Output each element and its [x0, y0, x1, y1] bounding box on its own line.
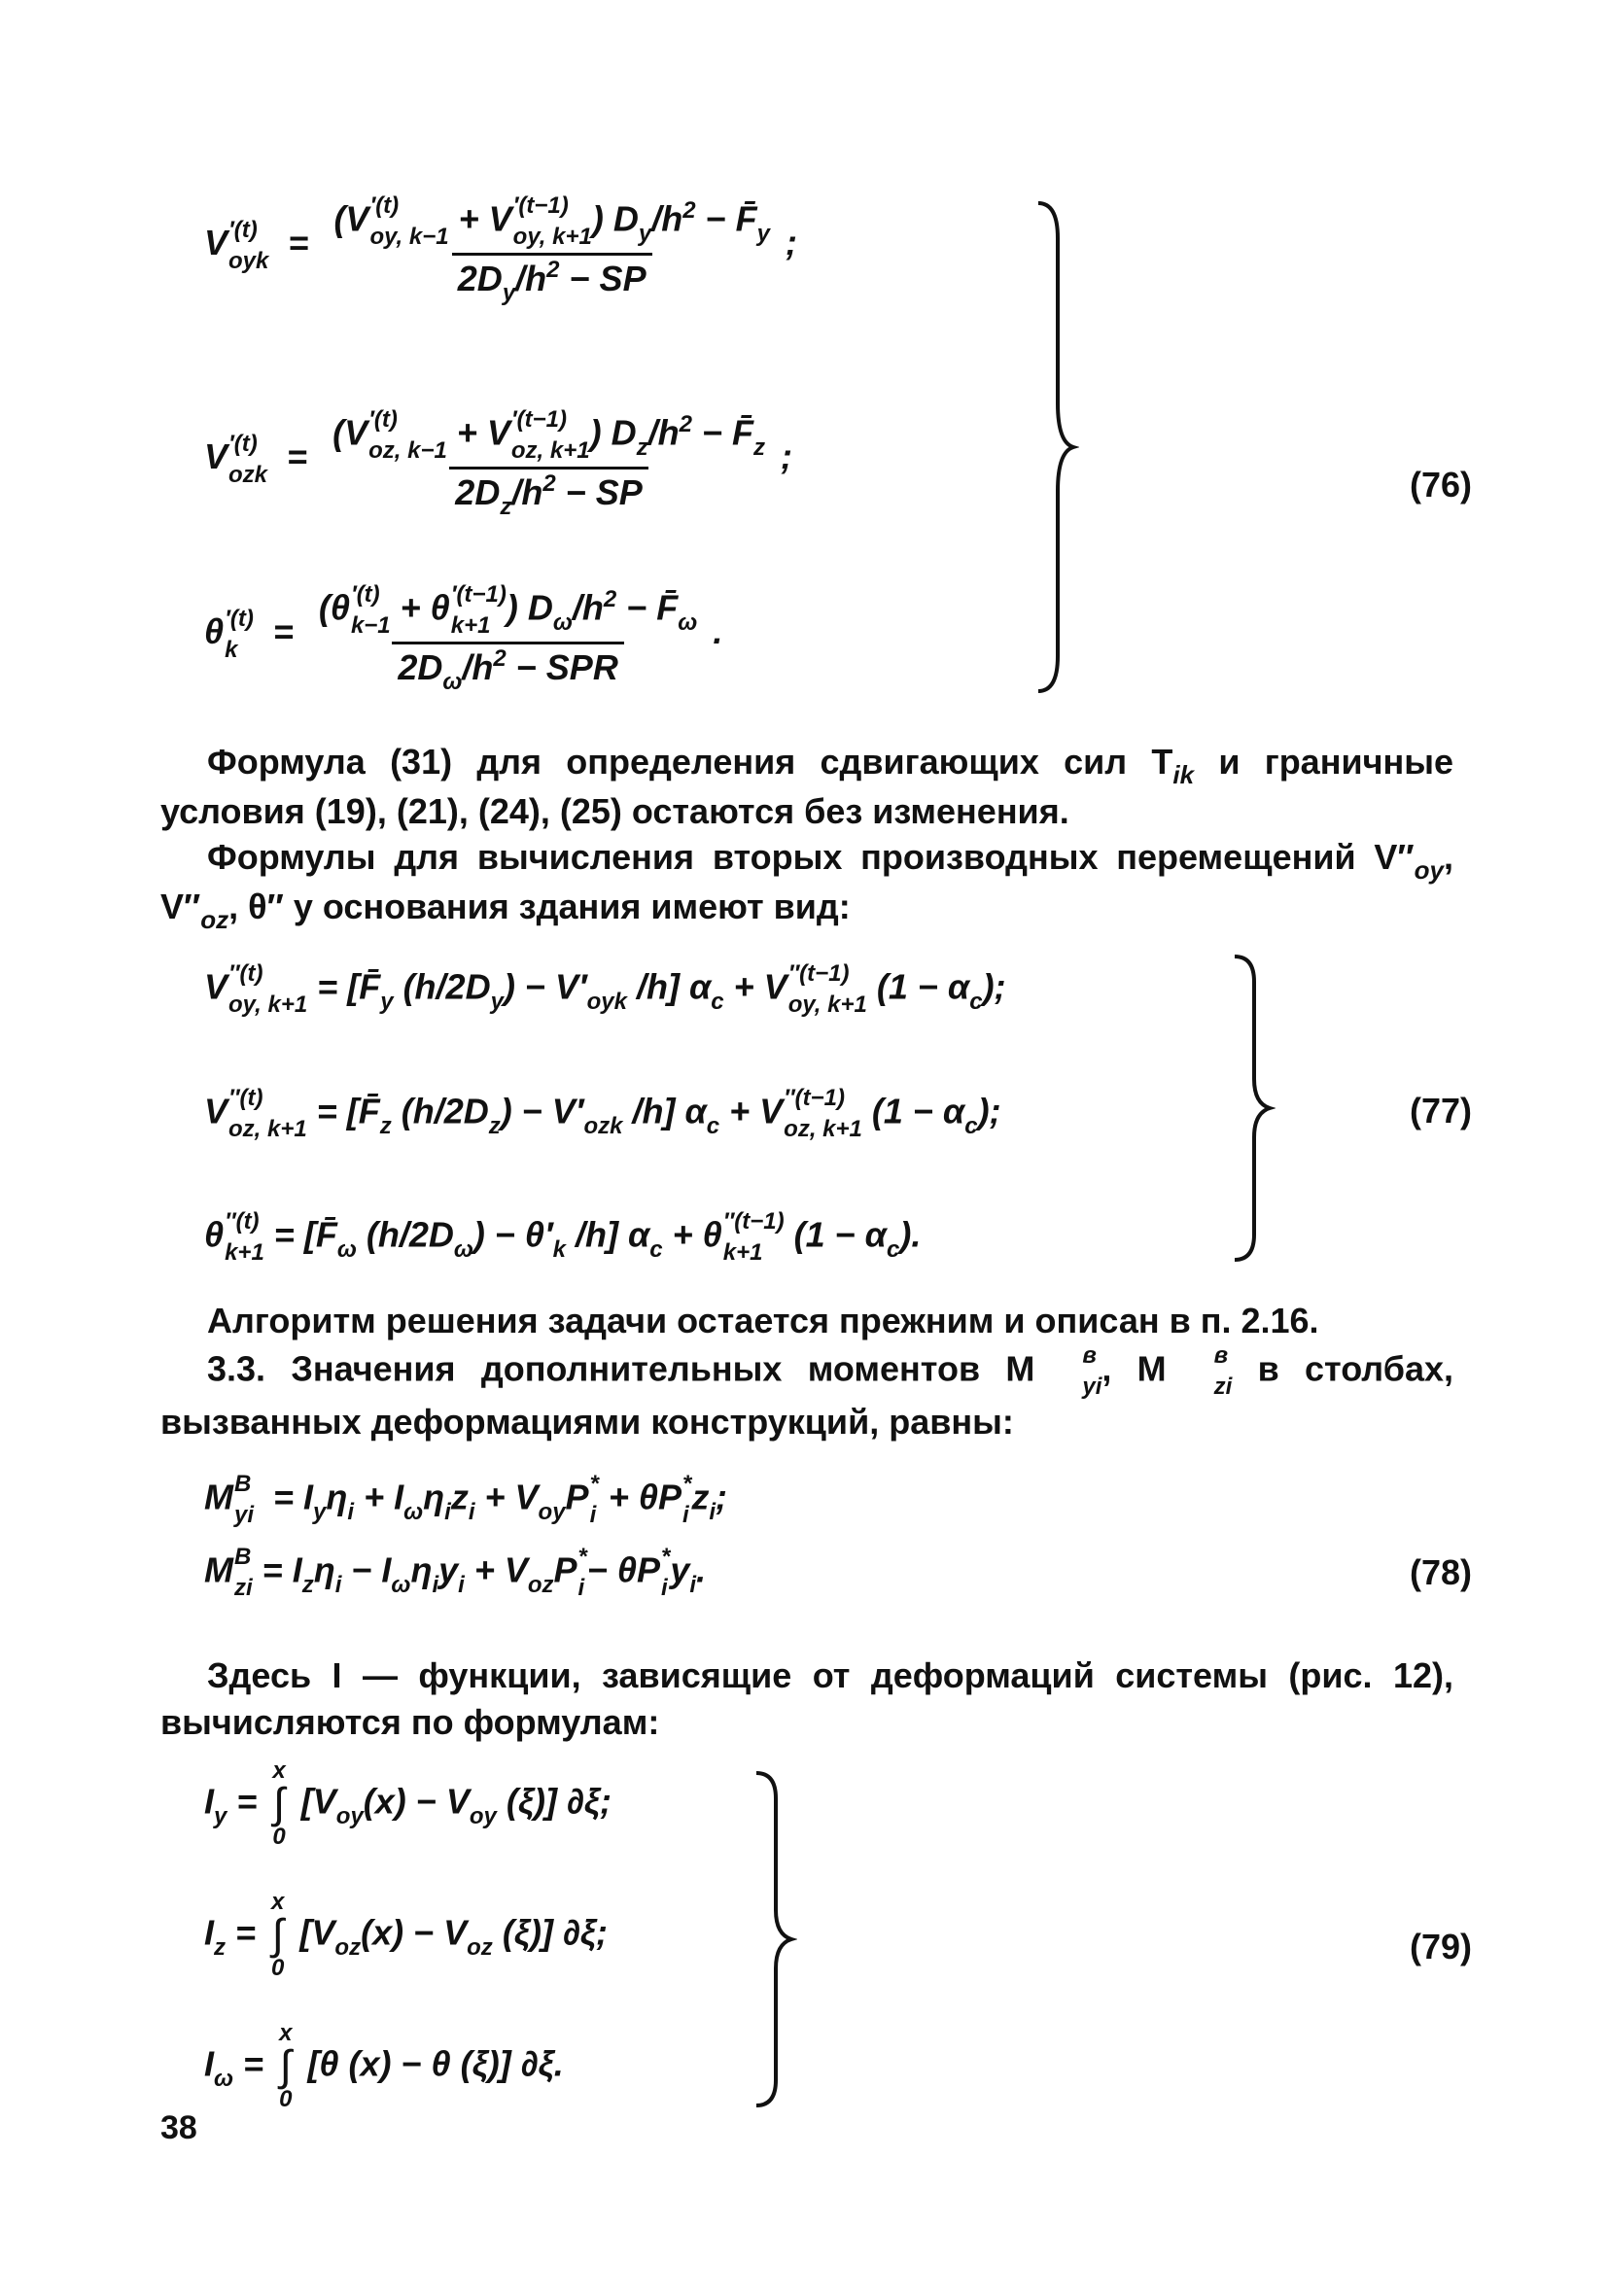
eq76-line1: V ′(t) oyk = (V ′(t) oy, k−1 + V ′(t−1) oy, k+1 ) $D_y/h^2$ − $F̄_y$ $2D_y/h^2$ − SP ; [204, 192, 797, 306]
eq79-line2: $I_z$ = x ∫ 0 [$V_{oz}(x) - V_{oz}$ (ξ)] ∂ξ; [204, 1889, 608, 1981]
eq77-brace [1227, 953, 1276, 1264]
page-number: 38 [160, 2109, 197, 2146]
paragraph-functions: Здесь I — функции, зависящие от деформаций системы (рис. 12), вычисляются по формулам: [160, 1655, 1453, 1742]
eq76-l1-lhs: V ′(t) oyk [204, 216, 269, 274]
eq77-line1: V ″(t) oy, k+1 = [$F̄_y$ $(h/2D_y) - V'_{oyk}$ /h] $\alpha_c + V$ ″(t−1) oy, k+1 $(1 - \alpha_c)$; [204, 960, 1006, 1018]
eq79-line1: $I_y$ = x ∫ 0 [$V_{oy}(x) - V_{oy}$ (ξ)] ∂ξ; [204, 1757, 612, 1850]
eq78-line1: M B yi = $I_y\eta_i + I_\omega\eta_iz_i + V_{oy}P$ * i + θP * i $z_i$; [204, 1471, 728, 1528]
eq79-number: (79) [1409, 1927, 1472, 1966]
eq79-line3: $I_\omega$ = x ∫ 0 [θ (x) − θ (ξ)] ∂ξ. [204, 2020, 564, 2112]
paragraph-3-3: 3.3. Значения дополнительных моментов M в yi , M в zi в столбах, вызванных деформациями конструкций, равны: [160, 1342, 1453, 1442]
eq79-brace [749, 1769, 797, 2109]
eq78-number: (78) [1409, 1552, 1472, 1592]
eq76-number: (76) [1409, 465, 1472, 504]
eq78-line2: M B zi = $I_z\eta_i - I_\omega\eta_iy_i + V_{oz}P$ * i − θP * i $y_i$. [204, 1544, 707, 1601]
eq77-line2: V ″(t) oz, k+1 = [$F̄_z$ $(h/2D_z) - V'_{ozk}$ /h] $\alpha_c + V$ ″(t−1) oz, k+1 $(1 - \alpha_c)$; [204, 1085, 1001, 1142]
eq76-l1-fraction: (V ′(t) oy, k−1 + V ′(t−1) oy, k+1 ) $D_y/h^2$ − $F̄_y$ $2D_y/h^2$ − SP [333, 192, 770, 306]
paragraph-algorithm: Алгоритм решения задачи остается прежним и описан в п. 2.16. [207, 1301, 1319, 1340]
paragraph-second-derivatives: Формулы для вычисления вторых производных перемещений $V''_{oy}$, $V''_{oz}$, θ″ у основания здания имеют вид: [160, 837, 1453, 934]
eq76-brace [1031, 199, 1079, 695]
eq76-line2: V ′(t) ozk = (V ′(t) oz, k−1 + V ′(t−1) oz, k+1 ) $D_z/h^2$ − $F̄_z$ $2D_z/h^2$ − SP ; [204, 406, 792, 520]
eq77-number: (77) [1409, 1091, 1472, 1131]
paragraph-formula-31: Формула (31) для определения сдвигающих сил $T_{ik}$ и граничные условия (19), (21), (24), (25) остаются без изменения. [160, 742, 1453, 831]
eq76-line3: θ ′(t) k = (θ ′(t) k−1 + θ ′(t−1) k+1 ) $D_\omega/h^2$ − $F̄_\omega$ $2D_\omega/h^2$ − SPR . [204, 581, 723, 695]
eq77-line3: θ ″(t) k+1 = [$F̄_\omega$ $(h/2D_\omega) - \theta'_k$ /h] $\alpha_c + \theta$ ″(t−1) k+1 $(1 - \alpha_c)$. [204, 1208, 922, 1266]
